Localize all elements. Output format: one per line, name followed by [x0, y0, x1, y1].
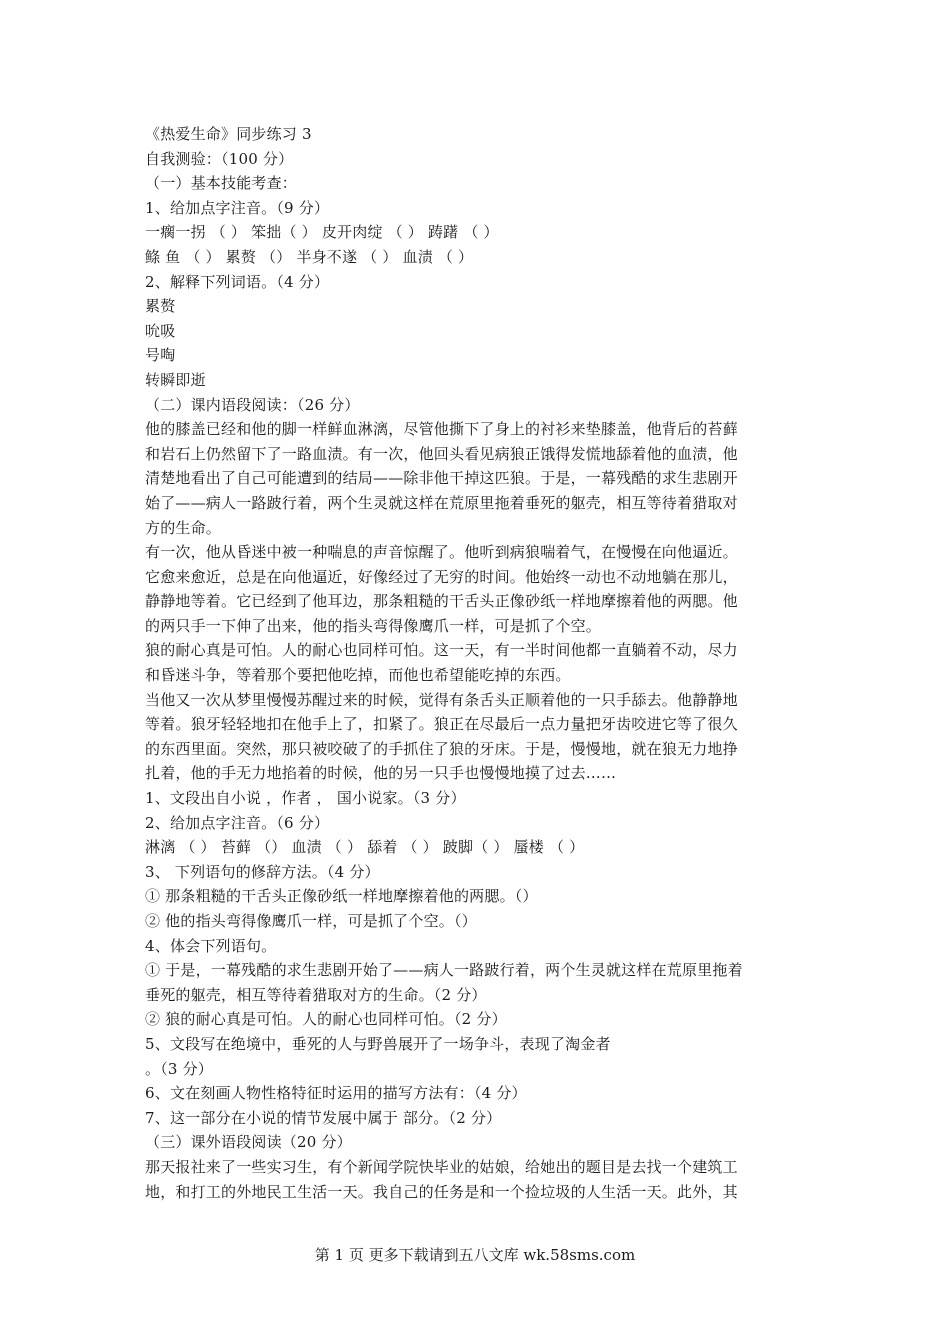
passage-line: 扎着，他的手无力地掐着的时候，他的另一只手也慢慢地摸了过去……	[145, 764, 617, 783]
question: 2、给加点字注音。（6 分）	[145, 813, 330, 832]
passage-line: 他的膝盖已经和他的脚一样鲜血淋漓，尽管他撕下了身上的衬衫来垫膝盖，他背后的苔藓	[145, 420, 738, 439]
section-heading: 自我测验：（100 分）	[145, 149, 294, 168]
question: 4、体会下列语句。	[145, 936, 277, 955]
doc-title: 《热爱生命》同步练习 3	[145, 125, 312, 143]
passage-line: 静静地等着。它已经到了他耳边，那条粗糙的干舌头正像砂纸一样地摩擦着他的两腮。他	[145, 592, 738, 611]
section-heading: （二）课内语段阅读：（26 分）	[145, 395, 360, 414]
passage-line: 狼的耐心真是可怕。人的耐心也同样可怕。这一天，有一半时间他都一直躺着不动，尽力	[145, 641, 738, 660]
question: 5、文段写在绝境中，垂死的人与野兽展开了一场争斗，表现了淘金者	[145, 1034, 611, 1053]
passage-line: 等着。狼牙轻轻地扣在他手上了，扣紧了。狼正在尽最后一点力量把牙齿咬进它等了很久	[145, 715, 738, 734]
question: 6、文在刻画人物性格特征时运用的描写方法有：（4 分）	[145, 1084, 527, 1103]
passage-line: 地，和打工的外地民工生活一天。我自己的任务是和一个捡垃圾的人生活一天。此外，其	[145, 1182, 738, 1201]
question-line: 垂死的躯壳，相互等待着猎取对方的生命。（2 分）	[145, 985, 487, 1004]
question-line: 淋漓 （ ） 苔藓 （） 血渍 （ ） 舔着 （ ） 跛脚（ ） 蜃楼 （ ）	[145, 838, 585, 857]
passage-line: 和昏迷斗争，等着那个要把他吃掉，而他也希望能吃掉的东西。	[145, 666, 571, 685]
section-heading: （一）基本技能考查：	[145, 174, 298, 193]
document-body	[145, 122, 815, 1204]
passage-line: 始了——病人一路跛行着，两个生灵就这样在荒原里拖着垂死的躯壳，相互等待着猎取对	[145, 493, 738, 512]
section-heading: （三）课外语段阅读（20 分）	[145, 1133, 352, 1152]
question-line: 鲦 鱼 （ ） 累赘 （） 半身不遂 （ ） 血渍 （ ）	[145, 247, 474, 266]
vocab-item: 累赘	[145, 297, 176, 316]
question: 1、给加点字注音。（9 分）	[145, 198, 330, 217]
passage-line: 和岩石上仍然留下了一路血渍。有一次，他回头看见病狼正饿得发慌地舔着他的血渍，他	[145, 444, 738, 463]
question-line: ② 他的指头弯得像鹰爪一样，可是抓了个空。（）	[145, 912, 477, 930]
passage-line: 清楚地看出了自己可能遭到的结局——除非他干掉这匹狼。于是，一幕残酷的求生悲剧开	[145, 469, 738, 488]
question: 7、这一部分在小说的情节发展中属于 部分。（2 分）	[145, 1108, 502, 1127]
question: 2、解释下列词语。（4 分）	[145, 272, 330, 291]
page-footer: 第 1 页 更多下载请到五八文库 wk.58sms.com	[314, 1246, 636, 1264]
question-line: 一瘸一拐 （ ） 笨拙（ ） 皮开肉绽 （ ） 踌躇 （ ）	[145, 223, 499, 242]
passage-line: 的两只手一下伸了出来，他的指头弯得像鹰爪一样，可是抓了个空。	[145, 616, 602, 635]
vocab-item: 吮吸	[145, 321, 176, 340]
question-line: ② 狼的耐心真是可怕。人的耐心也同样可怕。（2 分）	[145, 1010, 507, 1029]
question-line: ① 于是，一幕残酷的求生悲剧开始了——病人一路跛行着，两个生灵就这样在荒原里拖着	[145, 961, 743, 980]
passage-line: 当他又一次从梦里慢慢苏醒过来的时候，觉得有条舌头正顺着他的一只手舔去。他静静地	[145, 690, 738, 709]
question: 3、 下列语句的修辞方法。（4 分）	[145, 862, 380, 881]
passage-line: 那天报社来了一些实习生，有个新闻学院快毕业的姑娘，给她出的题目是去找一个建筑工	[145, 1157, 738, 1176]
passage-line: 有一次，他从昏迷中被一种喘息的声音惊醒了。他听到病狼喘着气，在慢慢在向他逼近。	[145, 543, 738, 562]
passage-line: 它愈来愈近，总是在向他逼近，好像经过了无穷的时间。他始终一动也不动地躺在那儿，	[145, 567, 738, 586]
passage-line: 方的生命。	[145, 518, 222, 537]
question-line: 。（3 分）	[145, 1059, 214, 1078]
vocab-item: 转瞬即逝	[145, 370, 206, 389]
question: 1、文段出自小说 ，作者 ， 国小说家。（3 分）	[145, 789, 466, 808]
passage-line: 的东西里面。突然，那只被咬破了的手抓住了狼的牙床。于是，慢慢地，就在狼无力地挣	[145, 739, 738, 758]
vocab-item: 号啕	[145, 346, 176, 365]
question-line: ① 那条粗糙的干舌头正像砂纸一样地摩擦着他的两腮。（）	[145, 887, 538, 906]
